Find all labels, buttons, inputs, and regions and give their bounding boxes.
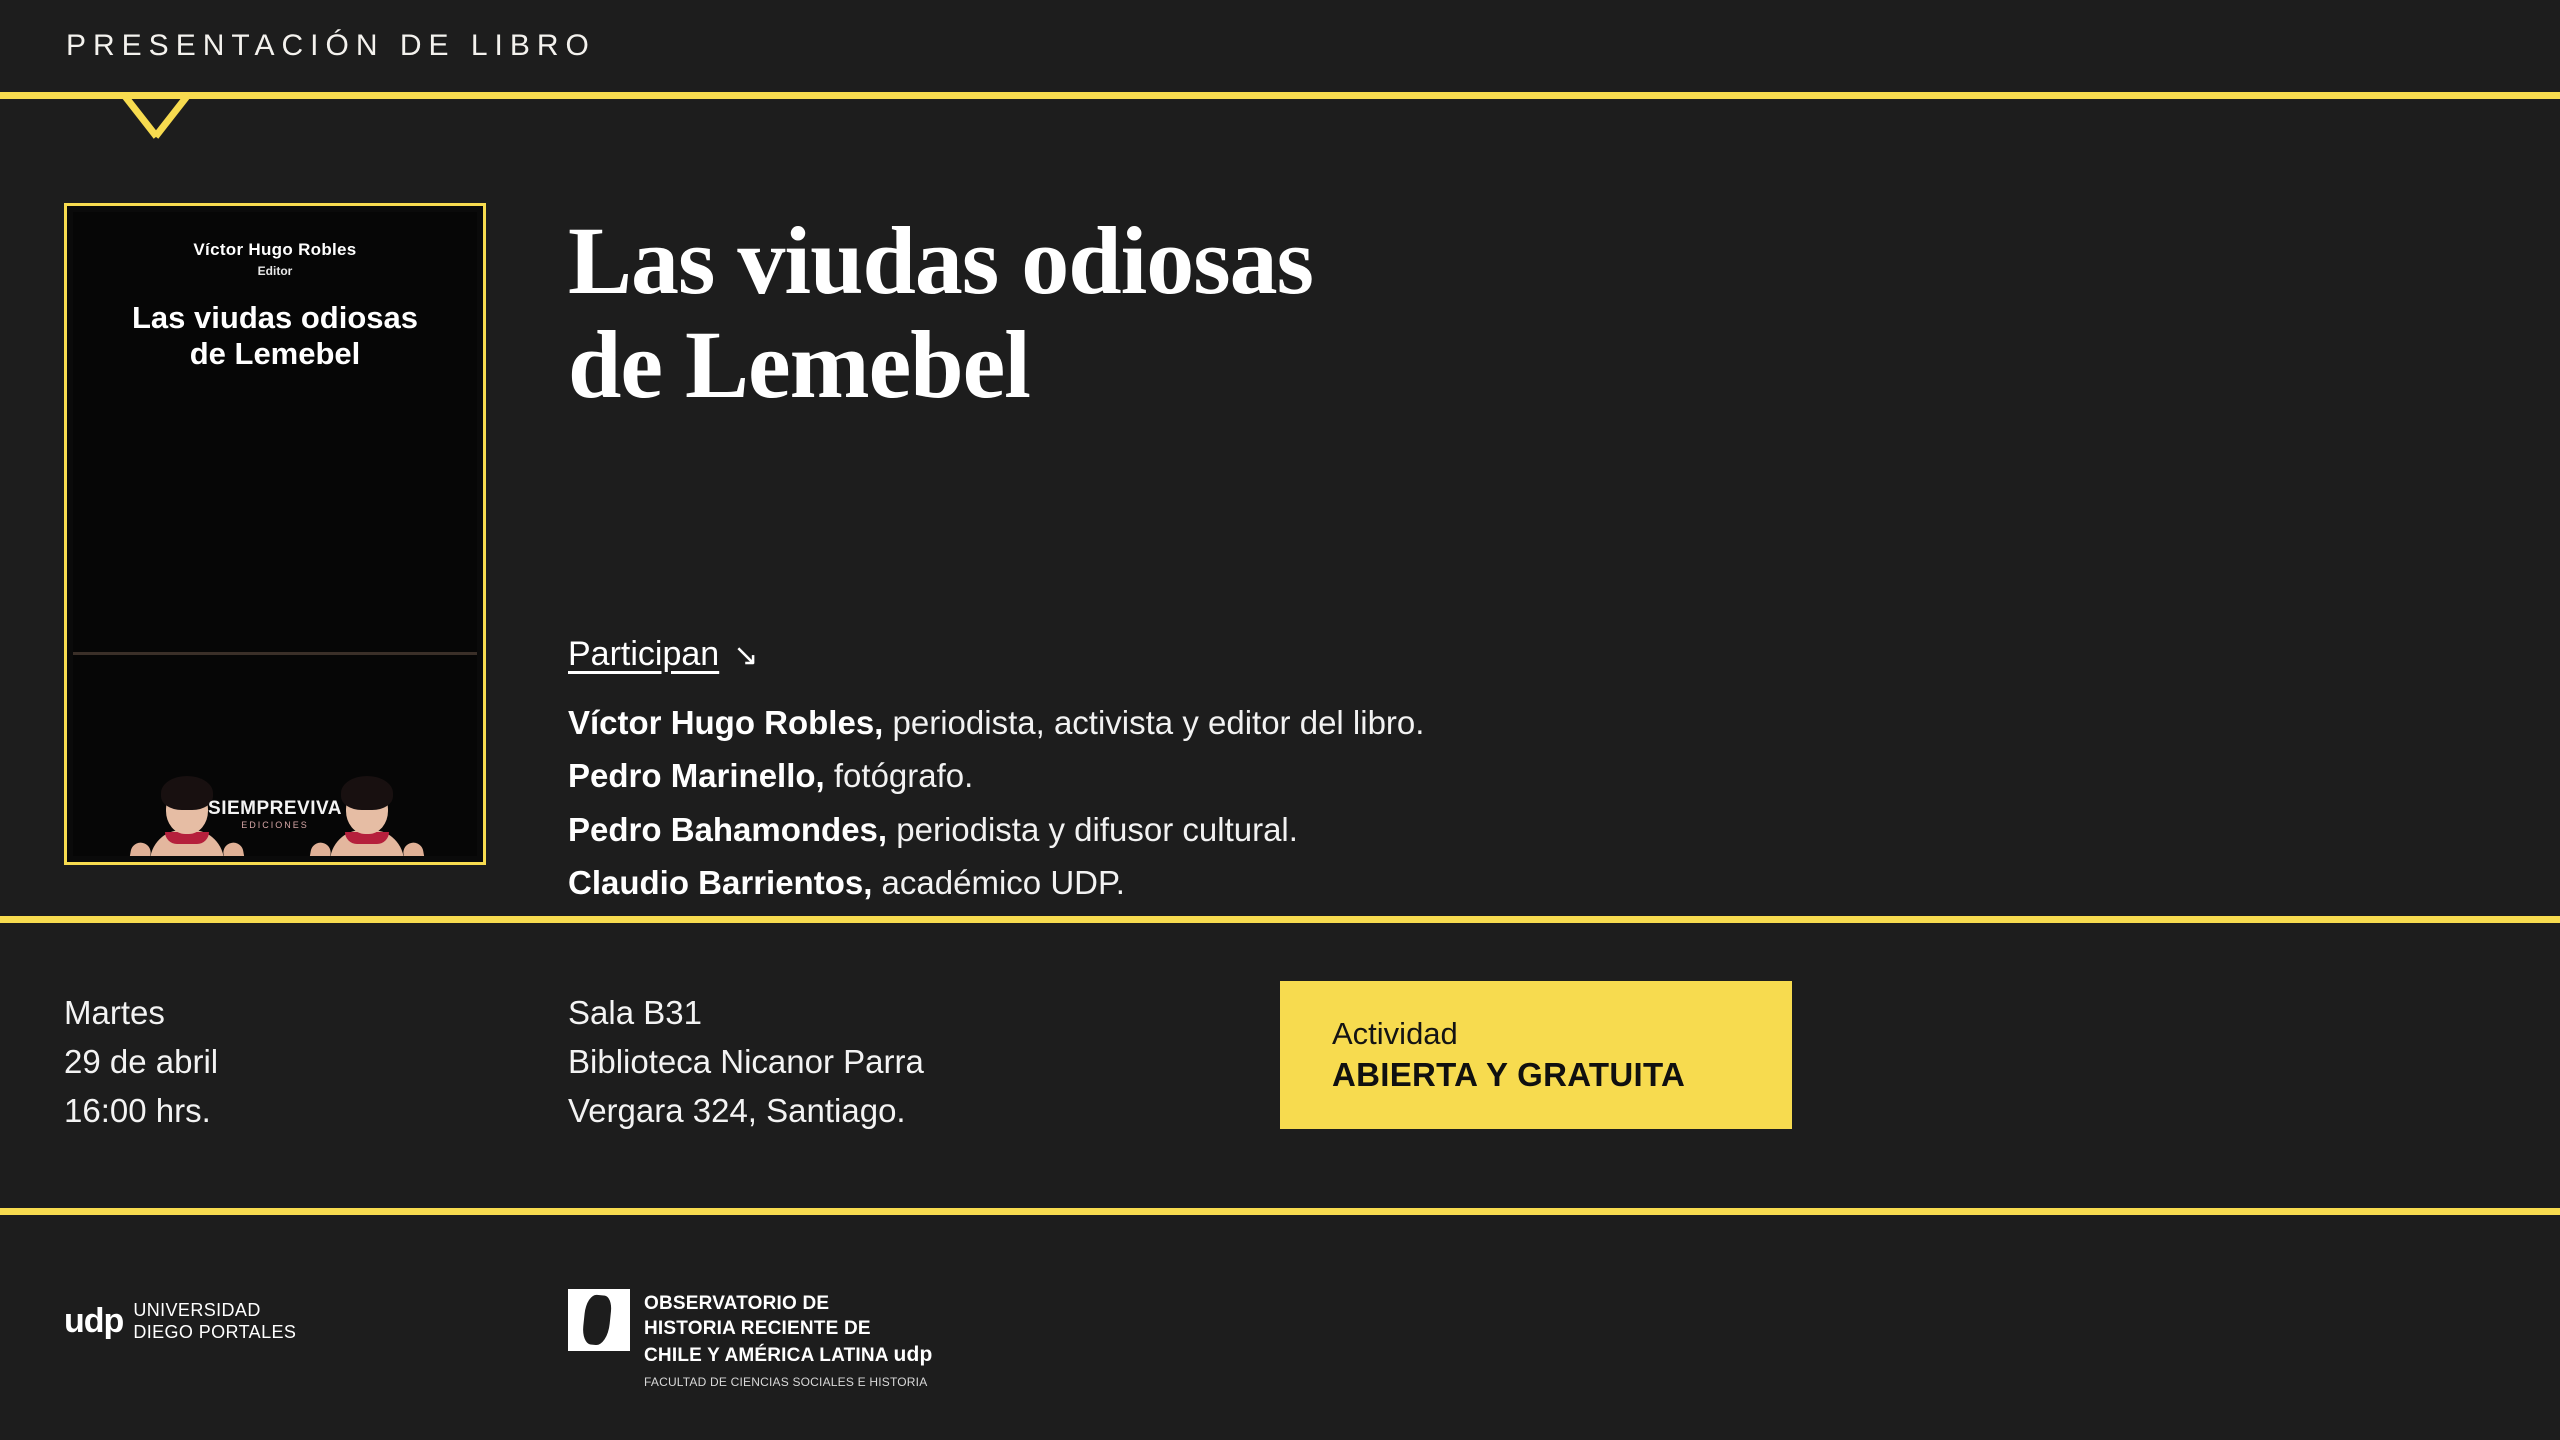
participants-heading-label: Participan (568, 635, 720, 673)
cover-publisher-sub: EDICIONES (241, 820, 309, 830)
badge-value: ABIERTA Y GRATUITA (1332, 1055, 1686, 1093)
event-info (0, 923, 2560, 1208)
cover-publisher (73, 798, 477, 830)
cover-author: Víctor Hugo Robles (193, 240, 357, 259)
divider-bottom (0, 1208, 2560, 1215)
event-title-line2: de Lemebel (568, 310, 1030, 418)
udp-wordmark: udp (64, 1302, 124, 1341)
book-cover-image (73, 212, 477, 856)
book-cover-frame (64, 203, 486, 865)
list-item (568, 856, 2318, 909)
cover-title-line1: Las viudas odiosas (132, 300, 418, 335)
event-location (568, 989, 924, 1135)
participant-name: Claudio Barrientos, (568, 864, 873, 902)
cover-figure-right-arm-right (402, 841, 440, 856)
observatory-faculty: FACULTAD DE CIENCIAS SOCIALES E HISTORIA (644, 1374, 928, 1389)
event-day: Martes (64, 994, 165, 1031)
event-title-line1: Las viudas odiosas (568, 207, 1313, 314)
poster-footer (0, 1215, 2560, 1440)
participant-description: académico UDP. (872, 864, 1125, 902)
cover-publisher-name: SIEMPREVIVA (208, 798, 342, 819)
divider-middle (0, 916, 2560, 923)
observatory-logo (568, 1289, 933, 1391)
poster-header (0, 0, 2560, 92)
cover-backdrop-line (73, 652, 477, 655)
poster-body (0, 99, 2560, 916)
event-date: 29 de abril (64, 1042, 219, 1080)
cover-figure-left-arm-left (114, 841, 152, 856)
udp-name-line1: UNIVERSIDAD (133, 1300, 261, 1320)
event-datetime (64, 989, 218, 1135)
observatory-udp-wordmark: udp (893, 1343, 933, 1367)
event-room: Sala B31 (568, 994, 702, 1031)
arrow-down-right-icon: ↘ (733, 639, 759, 672)
event-venue: Biblioteca Nicanor Parra (568, 1042, 924, 1080)
participant-name: Víctor Hugo Robles, (568, 704, 884, 741)
participant-name: Pedro Marinello, (568, 757, 825, 795)
cover-photo-illustration (73, 402, 477, 802)
participants-block (568, 635, 2318, 910)
udp-logo (64, 1300, 296, 1344)
page-title (568, 209, 2268, 416)
list-item (568, 803, 2318, 856)
participants-heading (568, 635, 758, 674)
observatory-name (644, 1289, 933, 1391)
cover-role: Editor (257, 264, 293, 278)
cover-figure-right-arm-left (294, 841, 332, 856)
event-title-block (568, 209, 2268, 416)
event-time: 16:00 hrs. (64, 1091, 211, 1129)
cover-title (73, 300, 477, 371)
cover-title-line2: de Lemebel (189, 335, 361, 371)
udp-name-line2: DIEGO PORTALES (133, 1321, 297, 1342)
divider-top (0, 92, 2560, 99)
list-item (568, 696, 2318, 749)
participant-description: periodista, activista y editor del libro. (883, 704, 1425, 741)
observatory-mark-icon (568, 1289, 630, 1351)
observatory-line3-wrap (644, 1341, 933, 1369)
observatory-line1: OBSERVATORIO DE (644, 1293, 830, 1314)
badge-label: Actividad (1332, 1016, 1458, 1051)
event-address: Vergara 324, Santiago. (568, 1091, 906, 1129)
participant-description: fotógrafo. (824, 757, 974, 795)
participant-name: Pedro Bahamondes, (568, 810, 888, 848)
cover-figure-left-arm-right (222, 841, 260, 856)
participant-description: periodista y difusor cultural. (887, 810, 1298, 848)
udp-name (133, 1300, 296, 1344)
status-badge (1280, 981, 1792, 1129)
list-item (568, 749, 2318, 802)
poster-kicker: PRESENTACIÓN DE LIBRO (66, 29, 596, 62)
observatory-line3: CHILE Y AMÉRICA LATINA (644, 1345, 889, 1367)
observatory-line2: HISTORIA RECIENTE DE (644, 1318, 871, 1340)
